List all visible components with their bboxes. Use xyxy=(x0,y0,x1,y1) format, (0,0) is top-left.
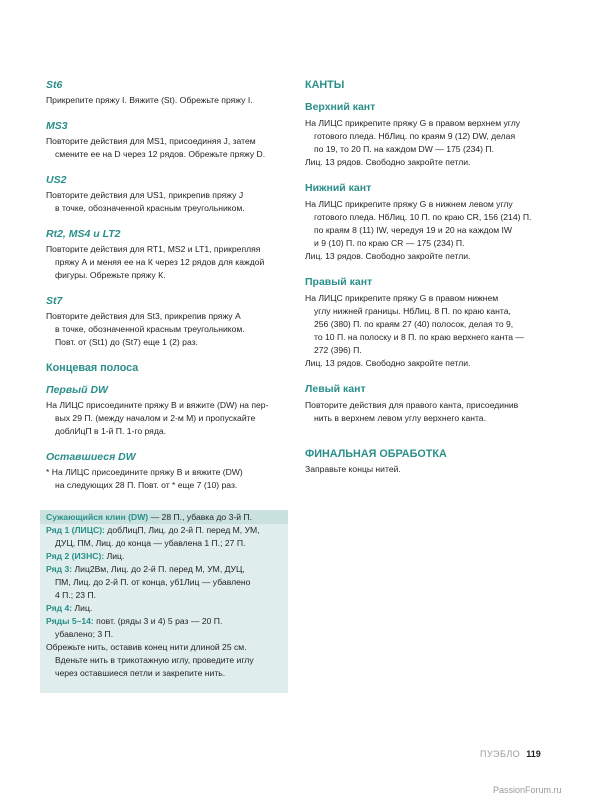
st7-line-1: Повторите действия для St3, прикрепив пряжу А xyxy=(46,311,241,321)
rows5-label: Ряды 5–14: xyxy=(46,616,94,626)
st7-line-2: в точке, обозначенной красным треугольником. xyxy=(55,324,245,334)
first-dw-line-2: вых 29 П. (между началом и 2-м М) и пропускайте xyxy=(55,413,256,423)
taper-wedge-title-strong: Сужающийся клин (DW) xyxy=(46,512,149,522)
row3-line-3: 4 П.; 23 П. xyxy=(55,590,97,600)
row1-label: Ряд 1 (ЛИЦС): xyxy=(46,525,105,535)
ms3-line-2: смените ее на D через 12 рядов. Обрежьте пряжу D. xyxy=(55,149,266,159)
rt2-line-1: Повторите действия для RT1, MS2 и LT1, прикрепляя xyxy=(46,244,261,254)
st7-heading: St7 xyxy=(46,295,63,307)
left-column xyxy=(46,78,289,504)
top-edge-line-2: готового пледа. НбЛиц. по краям 9 (12) DW, делая xyxy=(314,131,516,141)
row3-text: Лиц2Вм, Лиц. до 2-й П. перед М, УМ, ДУЦ, xyxy=(72,564,245,574)
taper-wedge-box xyxy=(40,510,288,693)
watermark: PassionForum.ru xyxy=(493,785,562,795)
st7-line-3: Повт. от (St1) до (St7) еще 1 (2) раз. xyxy=(55,337,198,347)
row2-label: Ряд 2 (ИЗНС): xyxy=(46,551,105,561)
taper-wedge-content xyxy=(46,511,284,680)
st6-block xyxy=(46,78,289,107)
finish-line-2: Вденьте нить в трикотажную иглу, проведите иглу xyxy=(55,655,254,665)
taper-wedge-title xyxy=(46,511,284,524)
bottom-edge-line-4: и 9 (10) П. по краю CR — 175 (234) П. xyxy=(314,238,465,248)
rows5-text: повт. (ряды 3 и 4) 5 раз — 20 П. xyxy=(93,616,223,626)
right-edge-line-1: На ЛИЦС прикрепите пряжу G в правом нижнем xyxy=(305,293,499,303)
rt2-block xyxy=(46,227,289,282)
final-heading: ФИНАЛЬНАЯ ОБРАБОТКА xyxy=(305,448,447,460)
right-edge-line-5: 272 (396) П. xyxy=(314,345,362,355)
row3-label: Ряд 3: xyxy=(46,564,73,574)
left-edge-line-1: Повторите действия для правого канта, присоединив xyxy=(305,400,519,410)
bottom-edge-line-1: На ЛИЦС прикрепите пряжу G в нижнем левом углу xyxy=(305,199,513,209)
st6-line-1: Прикрепите пряжу I. Вяжите (St). Обрежьте пряжу I. xyxy=(46,95,253,105)
row4-text: Лиц. xyxy=(72,603,93,613)
bottom-edge-line-3: по краям 8 (11) IW, чередуя 19 и 20 на каждом IW xyxy=(314,225,513,235)
st7-block xyxy=(46,294,289,349)
first-dw-heading: Первый DW xyxy=(46,384,108,396)
us2-line-2: в точке, обозначенной красным треугольником. xyxy=(55,203,245,213)
bottom-edge-line-2: готового пледа. НбЛиц. 10 П. по краю CR, 156 (214) П. xyxy=(314,212,532,222)
row2-text: Лиц. xyxy=(104,551,125,561)
end-strip-heading: Концевая полоса xyxy=(46,362,139,374)
us2-line-1: Повторите действия для US1, прикрепив пряжу J xyxy=(46,190,244,200)
bottom-edge-block xyxy=(305,181,567,263)
right-edge-line-3: 256 (380) П. по краям 27 (40) полосок, делая то 9, xyxy=(314,319,514,329)
rows5-line-2: убавлено; 3 П. xyxy=(55,629,114,639)
row1-text: добЛицП, Лиц. до 2-й П. перед М, УМ, xyxy=(104,525,260,535)
right-edge-line-2: углу нижней границы. НбЛиц. 8 П. по краю канта, xyxy=(314,306,511,316)
row2-line xyxy=(46,550,284,563)
rest-dw-block xyxy=(46,450,289,492)
right-edge-line-6: Лиц. 13 рядов. Свободно закройте петли. xyxy=(305,358,471,368)
row4-line xyxy=(46,602,284,615)
rows5-line xyxy=(46,615,284,628)
edges-heading: КАНТЫ xyxy=(305,79,345,91)
ms3-heading: MS3 xyxy=(46,120,68,132)
ms3-block xyxy=(46,119,289,161)
finish-line-1: Обрежьте нить, оставив конец нити длиной 25 см. xyxy=(46,642,247,652)
bottom-edge-heading: Нижний кант xyxy=(305,182,372,194)
top-edge-block xyxy=(305,100,567,169)
rt2-line-2: пряжу А и меняя ее на К через 12 рядов для каждой xyxy=(55,257,265,267)
top-edge-line-3: по 19, то 20 П. на каждом DW — 175 (234) П. xyxy=(314,144,494,154)
row3-line xyxy=(46,563,284,576)
finish-line-3: через оставшиеся петли и закрепите нить. xyxy=(55,668,226,678)
rest-dw-line-2: на следующих 28 П. Повт. от * еще 7 (10) раз. xyxy=(55,480,238,490)
top-edge-line-1: На ЛИЦС прикрепите пряжу G в правом верхнем углу xyxy=(305,118,521,128)
footer-pattern-name: ПУЭБЛО xyxy=(480,749,521,759)
st6-heading: St6 xyxy=(46,79,63,91)
page-footer xyxy=(480,748,541,761)
rt2-line-3: фигуры. Обрежьте пряжу К. xyxy=(55,270,166,280)
top-edge-heading: Верхний кант xyxy=(305,101,376,113)
bottom-edge-line-5: Лиц. 13 рядов. Свободно закройте петли. xyxy=(305,251,471,261)
rt2-heading: Rt2, MS4 и LT2 xyxy=(46,228,121,240)
taper-wedge-title-rest: — 28 П., убавка до 3-й П. xyxy=(148,512,252,522)
left-edge-block xyxy=(305,382,567,425)
ms3-line-1: Повторите действия для MS1, присоединяя J, затем xyxy=(46,136,256,146)
rest-dw-heading: Оставшиеся DW xyxy=(46,451,136,463)
page-number: 119 xyxy=(526,749,541,759)
right-edge-block xyxy=(305,275,567,370)
first-dw-line-1: На ЛИЦС присоедините пряжу В и вяжите (DW) на пер- xyxy=(46,400,269,410)
row4-label: Ряд 4: xyxy=(46,603,73,613)
us2-heading: US2 xyxy=(46,174,67,186)
first-dw-line-3: доблИцП в 1-й П. 1-го ряда. xyxy=(55,426,167,436)
row1-line xyxy=(46,524,284,537)
final-line-1: Заправьте концы нитей. xyxy=(305,464,401,474)
left-edge-heading: Левый кант xyxy=(305,383,366,395)
left-edge-line-2: нить в верхнем левом углу верхнего канта. xyxy=(314,413,486,423)
row1-line-2: ДУЦ, ПМ, Лиц. до конца — убавлена 1 П.; 27 П. xyxy=(55,538,246,548)
row3-line-2: ПМ, Лиц. до 2-й П. от конца, уб1Лиц — убавлено xyxy=(55,577,251,587)
right-edge-line-4: то 10 П. на полоску и 8 П. по краю верхнего канта — xyxy=(314,332,525,342)
right-edge-heading: Правый кант xyxy=(305,276,373,288)
rest-dw-line-1: * На ЛИЦС присоедините пряжу В и вяжите (DW) xyxy=(46,467,243,477)
right-column xyxy=(305,78,567,476)
us2-block xyxy=(46,173,289,215)
first-dw-block xyxy=(46,383,289,438)
top-edge-line-4: Лиц. 13 рядов. Свободно закройте петли. xyxy=(305,157,471,167)
